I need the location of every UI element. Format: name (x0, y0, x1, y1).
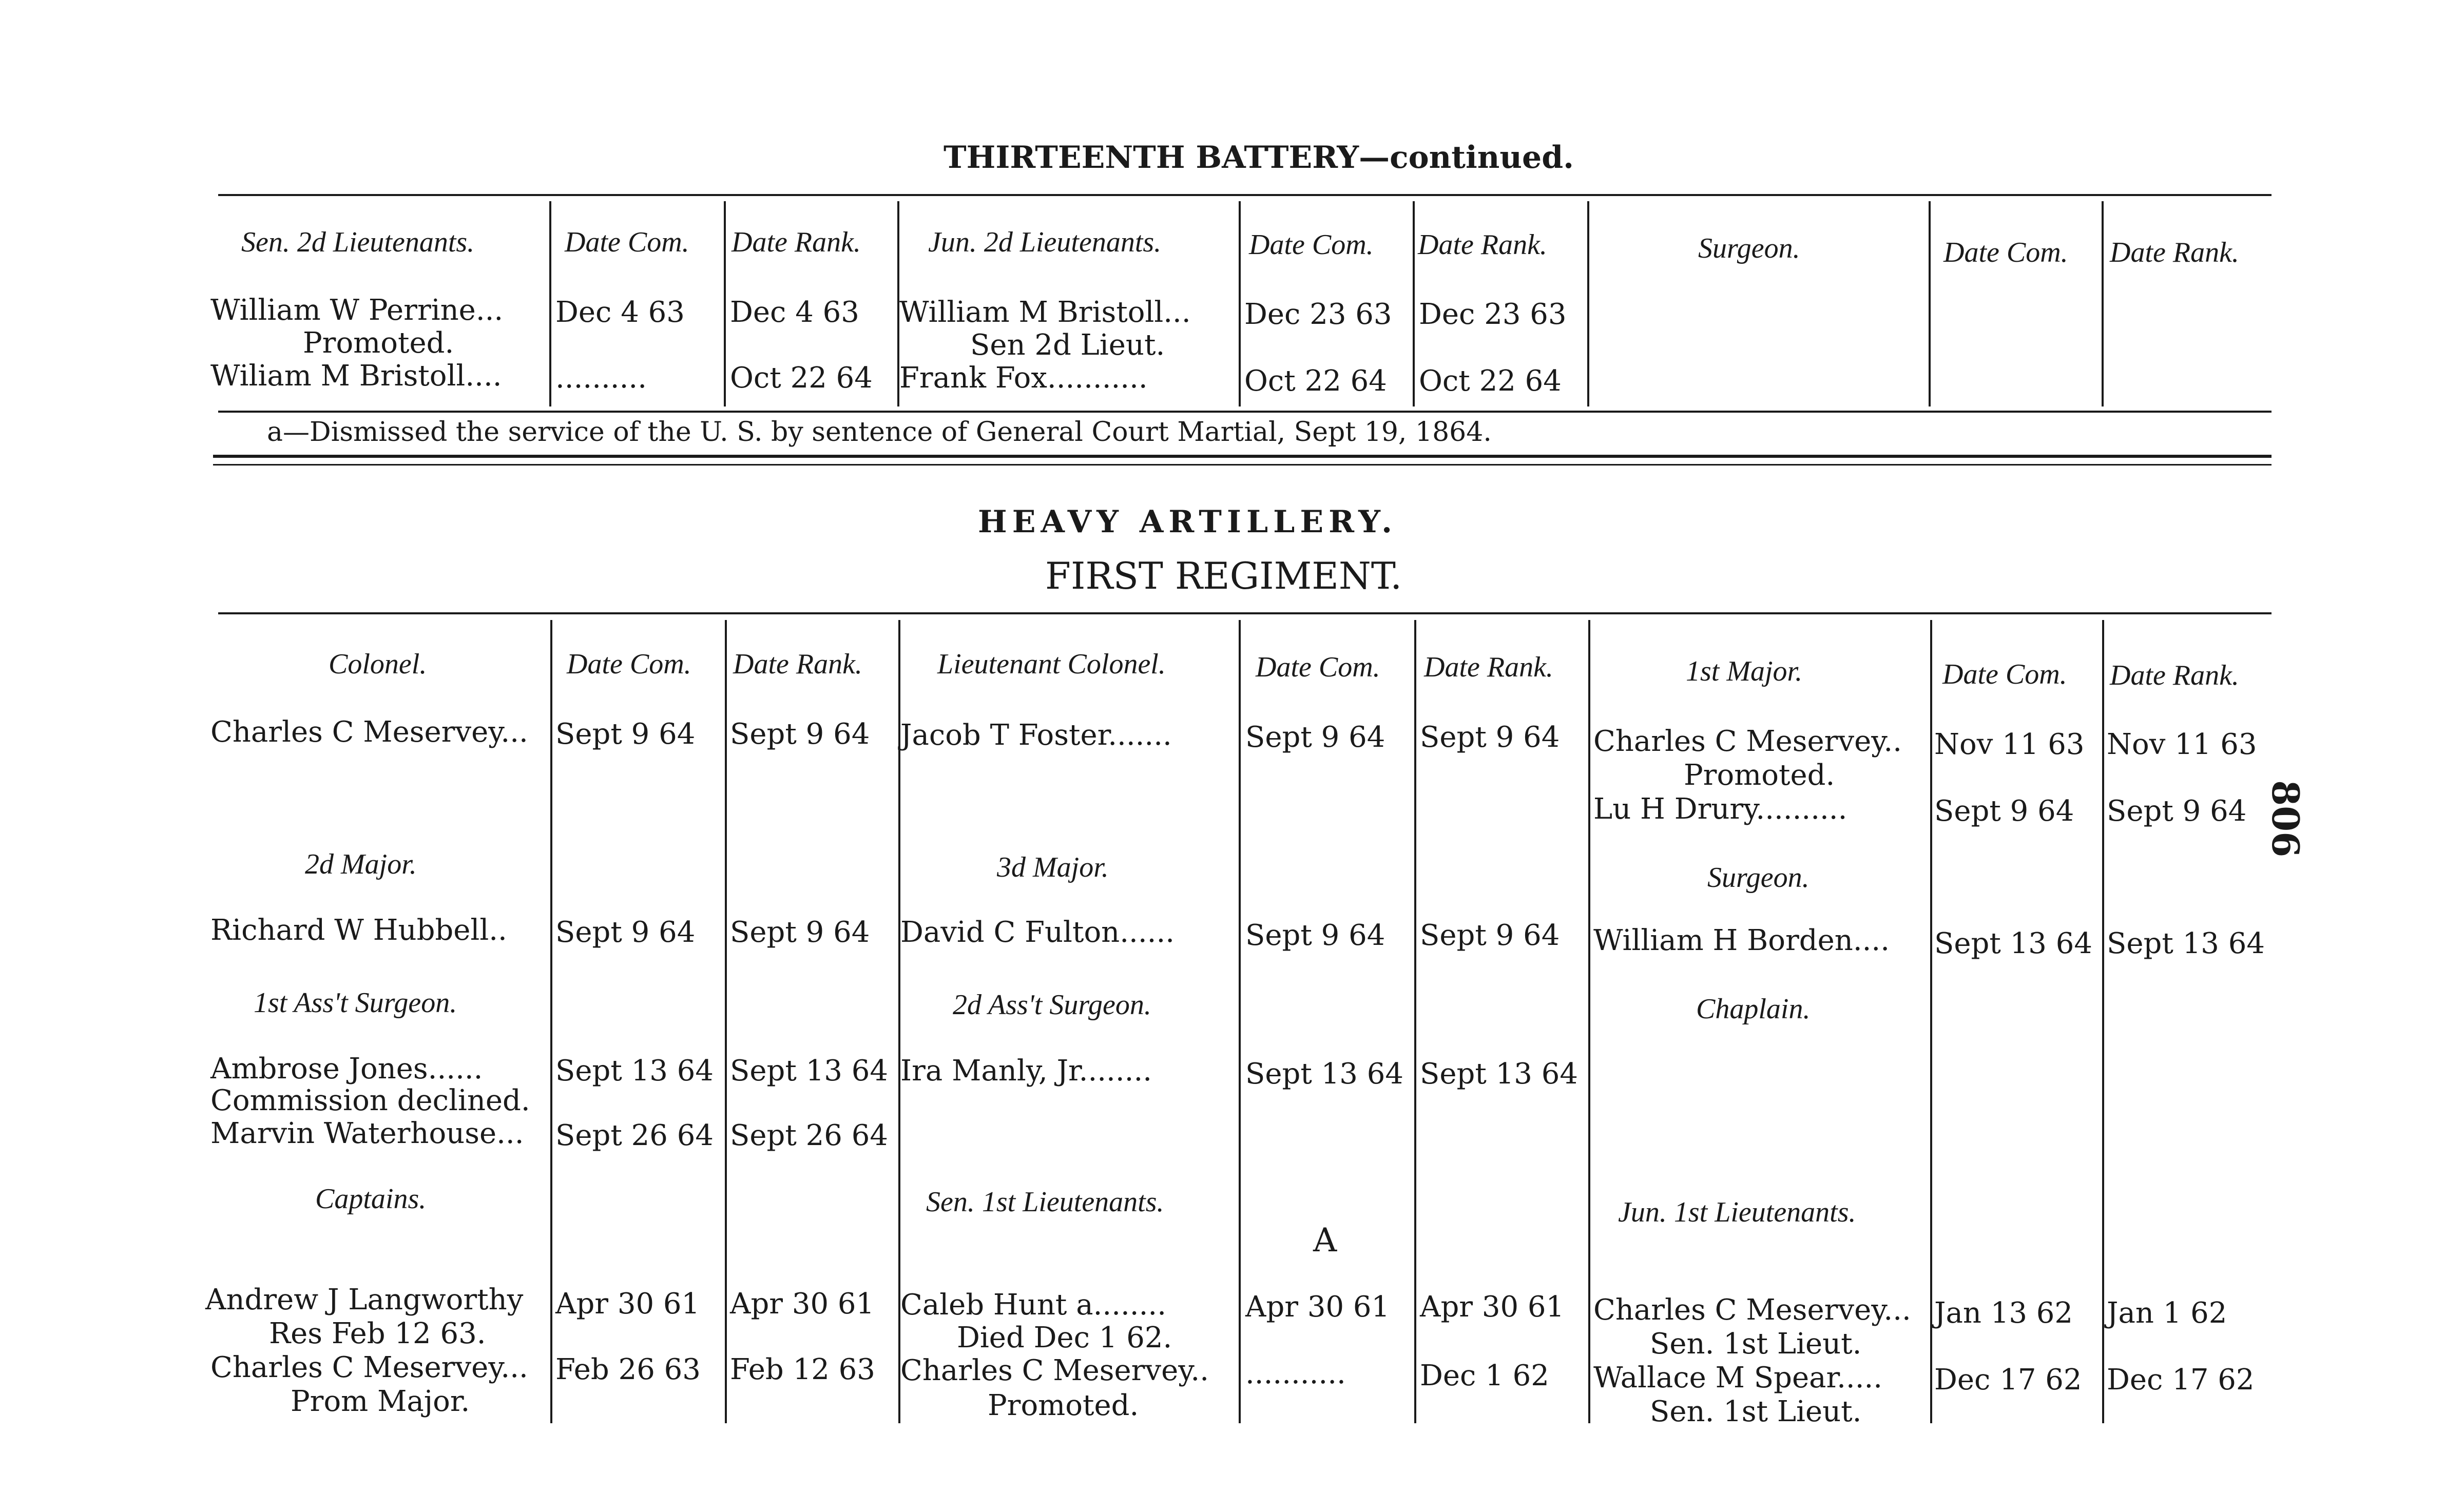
header-date-com: Date Com. (1942, 658, 2067, 690)
header-lieutenant-colonel: Lieutenant Colonel. (937, 648, 1166, 680)
date-com: Dec 23 63 (1244, 298, 1392, 331)
officer-name: Jacob T Foster....... (900, 719, 1172, 752)
date-com: Sept 9 64 (1245, 721, 1385, 754)
date-com: .......... (555, 361, 647, 395)
date-rank: Dec 17 62 (2107, 1363, 2255, 1397)
header-date-rank: Date Rank. (2110, 660, 2239, 691)
officer-name: Wallace M Spear..... (1593, 1361, 1883, 1394)
page-number: 806 (2264, 780, 2307, 858)
officer-name: William M Bristoll... (899, 296, 1191, 329)
label-surgeon: Surgeon. (1707, 862, 1810, 894)
officer-note: Commission declined. (210, 1084, 530, 1117)
header-date-rank: Date Rank. (733, 648, 862, 680)
date-rank: Sept 26 64 (730, 1119, 888, 1152)
officer-name: Frank Fox........... (899, 361, 1148, 395)
header-date-com: Date Com. (567, 648, 691, 680)
header-date-rank: Date Rank. (2110, 237, 2239, 268)
officer-note: Prom Major. (291, 1385, 470, 1418)
divider (1239, 620, 1241, 1423)
officer-note: Sen. 1st Lieut. (1650, 1327, 1862, 1361)
header-colonel: Colonel. (329, 648, 427, 680)
date-rank: Oct 22 64 (730, 361, 873, 395)
header-date-com: Date Com. (1256, 651, 1380, 683)
thirteenth-title: THIRTEENTH BATTERY—continued. (944, 140, 1574, 176)
header-1st-major: 1st Major. (1686, 655, 1803, 687)
divider (218, 411, 2272, 413)
divider (1588, 620, 1590, 1423)
header-sen-2d-lieutenants: Sen. 2d Lieutenants. (241, 226, 475, 258)
date-rank: Oct 22 64 (1419, 364, 1562, 398)
divider (549, 201, 551, 406)
date-rank: Dec 1 62 (1420, 1359, 1549, 1392)
date-com: Sept 9 64 (555, 718, 696, 751)
date-rank: Apr 30 61 (730, 1287, 875, 1321)
divider (218, 612, 2272, 614)
date-com: Apr 30 61 (555, 1287, 700, 1321)
divider (1239, 201, 1241, 406)
date-rank: Dec 23 63 (1419, 298, 1567, 331)
date-com: Nov 11 63 (1934, 728, 2085, 761)
header-date-com: Date Com. (1943, 237, 2068, 268)
divider (1930, 620, 1932, 1423)
date-com: Sept 13 64 (1245, 1057, 1403, 1091)
header-surgeon: Surgeon. (1698, 233, 1800, 264)
header-jun-2d-lieutenants: Jun. 2d Lieutenants. (928, 226, 1162, 258)
officer-name: Ira Manly, Jr........ (900, 1054, 1152, 1088)
header-date-com: Date Com. (1249, 229, 1374, 261)
divider (1587, 201, 1589, 406)
header-date-rank: Date Rank. (1424, 651, 1553, 683)
date-com: Sept 13 64 (555, 1054, 714, 1088)
officer-name: Andrew J Langworthy (205, 1283, 524, 1316)
label-2d-major: 2d Major. (305, 848, 417, 880)
officer-name: Richard W Hubbell.. (210, 914, 507, 947)
date-com: ........... (1245, 1357, 1346, 1390)
date-rank: Jan 1 62 (2107, 1296, 2227, 1330)
date-com: Feb 26 63 (555, 1353, 701, 1386)
date-com: Sept 13 64 (1934, 927, 2092, 960)
date-com: Oct 22 64 (1244, 364, 1387, 398)
date-rank: Dec 4 63 (730, 296, 859, 329)
first-regiment-title: FIRST REGIMENT. (1045, 554, 1402, 597)
label-1st-asst-surgeon: 1st Ass't Surgeon. (254, 987, 457, 1019)
date-rank: Sept 9 64 (1420, 721, 1560, 754)
label-sen-1st-lieutenants: Sen. 1st Lieutenants. (926, 1186, 1164, 1218)
label-jun-1st-lieutenants: Jun. 1st Lieutenants. (1618, 1196, 1856, 1228)
officer-name: William W Perrine... (210, 294, 504, 327)
divider (2102, 201, 2104, 406)
officer-name: Charles C Meservey... (1593, 1293, 1911, 1327)
divider (218, 194, 2272, 196)
label-2d-asst-surgeon: 2d Ass't Surgeon. (953, 989, 1151, 1021)
date-com: Sept 9 64 (1934, 795, 2074, 828)
date-com: Sept 9 64 (555, 916, 696, 949)
date-rank: Apr 30 61 (1420, 1290, 1565, 1324)
officer-note: Died Dec 1 62. (957, 1321, 1172, 1354)
officer-name: Charles C Meservey.. (1593, 725, 1902, 758)
divider (1929, 201, 1931, 406)
officer-name: David C Fulton...... (900, 916, 1175, 949)
date-rank: Feb 12 63 (730, 1353, 875, 1386)
heavy-artillery-title: HEAVY ARTILLERY. (978, 504, 1398, 540)
officer-note: Sen. 1st Lieut. (1650, 1395, 1862, 1428)
officer-note: Sen 2d Lieut. (970, 328, 1165, 362)
date-rank: Sept 13 64 (2107, 927, 2265, 960)
date-rank: Sept 13 64 (730, 1054, 888, 1088)
date-com: Sept 9 64 (1245, 919, 1385, 952)
date-com: Apr 30 61 (1245, 1290, 1390, 1324)
date-rank: Sept 9 64 (730, 718, 870, 751)
officer-name: Charles C Meservey... (210, 715, 528, 749)
header-date-com: Date Com. (565, 226, 689, 258)
divider (2102, 620, 2104, 1423)
officer-name: Charles C Meservey... (210, 1351, 528, 1384)
header-date-rank: Date Rank. (1418, 229, 1547, 261)
officer-note: Promoted. (988, 1389, 1139, 1422)
divider (1414, 620, 1416, 1423)
officer-name: Caleb Hunt a........ (900, 1288, 1166, 1322)
officer-name: Lu H Drury.......... (1593, 792, 1847, 826)
officer-name: Wiliam M Bristoll.... (210, 359, 502, 393)
divider (725, 620, 727, 1423)
date-com: Dec 4 63 (555, 296, 685, 329)
divider (213, 455, 2272, 458)
officer-note: Promoted. (1684, 759, 1835, 792)
footnote: a—Dismissed the service of the U. S. by sentence of General Court Martial, Sept 19, 1864. (267, 417, 1492, 448)
label-3d-major: 3d Major. (997, 851, 1109, 883)
officer-name: Ambrose Jones...... (210, 1052, 483, 1086)
date-rank: Sept 13 64 (1420, 1057, 1578, 1091)
divider (724, 201, 726, 406)
date-rank: Nov 11 63 (2107, 728, 2257, 761)
officer-name: Marvin Waterhouse... (210, 1117, 524, 1150)
officer-name: Charles C Meservey.. (900, 1354, 1209, 1387)
officer-note: Res Feb 12 63. (269, 1317, 486, 1350)
divider (213, 464, 2272, 466)
date-com: Jan 13 62 (1934, 1296, 2073, 1330)
officer-name: William H Borden.... (1593, 924, 1890, 957)
date-rank: Sept 9 64 (1420, 919, 1560, 952)
date-rank: Sept 9 64 (2107, 795, 2247, 828)
label-captains: Captains. (315, 1183, 427, 1215)
label-chaplain: Chaplain. (1696, 993, 1811, 1025)
date-com: Sept 26 64 (555, 1119, 714, 1152)
company-letter: A (1313, 1222, 1337, 1260)
divider (550, 620, 552, 1423)
officer-note: Promoted. (303, 326, 454, 360)
date-com: Dec 17 62 (1934, 1363, 2082, 1397)
divider (1413, 201, 1415, 406)
header-date-rank: Date Rank. (732, 226, 861, 258)
date-rank: Sept 9 64 (730, 916, 870, 949)
